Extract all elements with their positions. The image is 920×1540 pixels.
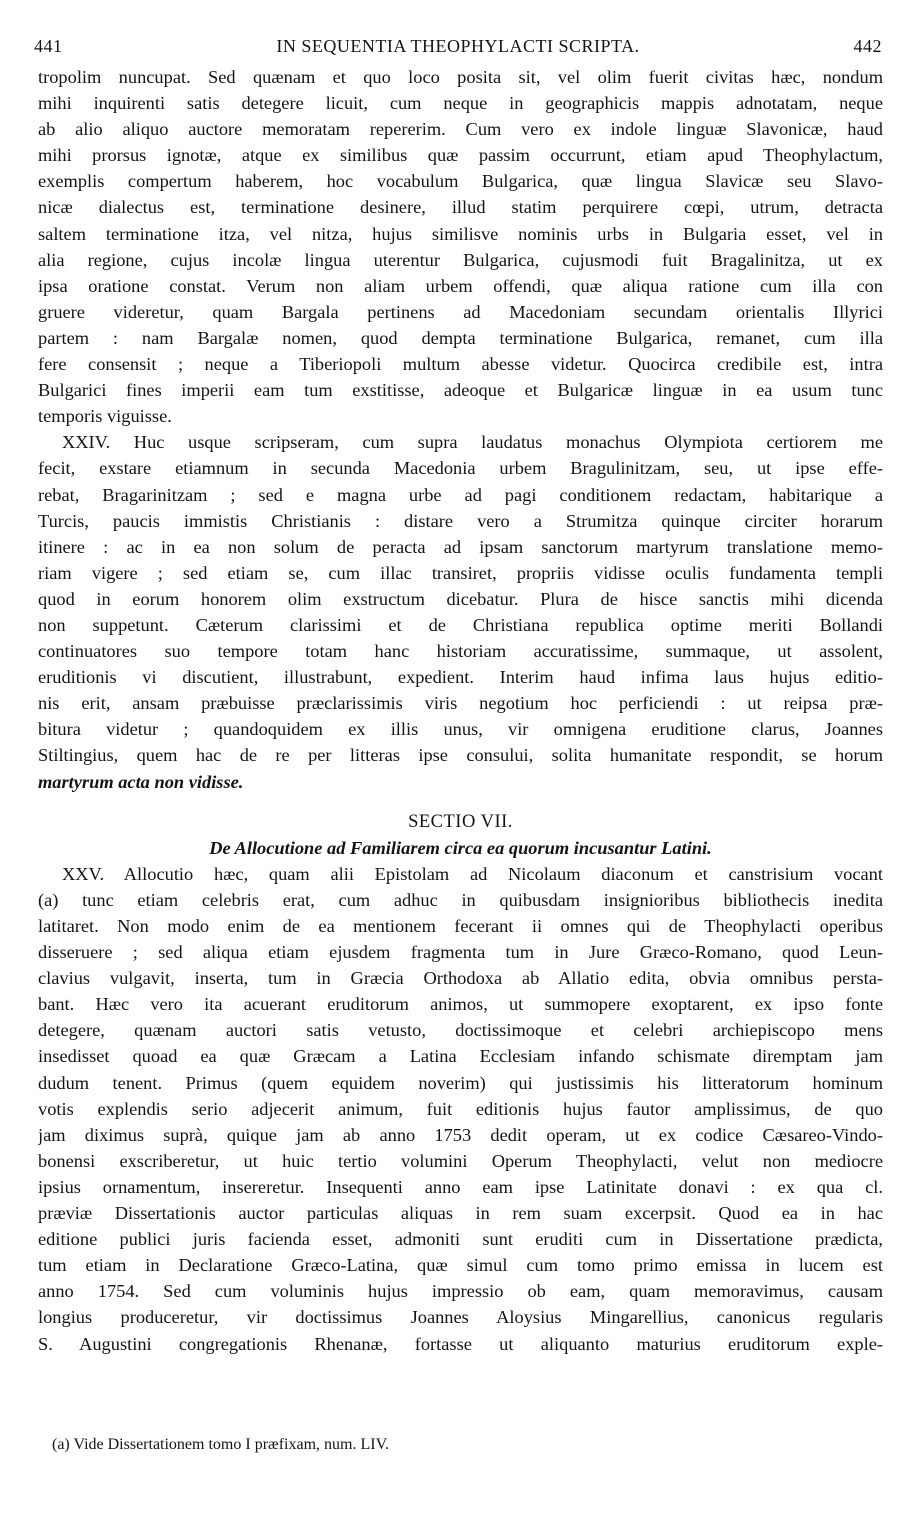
text-line: quod in eorum honorem olim exstructum dicebatur. Plura de hisce sanctis mihi dicenda [38,588,883,609]
text-line: præviæ Dissertationis auctor particulas aliquas in rem suam excerpsit. Quod ea in hac [38,1203,883,1224]
section-subtitle: De Allocutione ad Familiarem circa ea quorum incusantur Latini. [209,837,712,858]
text-line: ipsius ornamentum, insereretur. Insequenti anno eam ipse Latinitate donavi : ex qua cl. [38,1176,883,1197]
left-page-number: 441 [34,36,63,56]
text-line: insedisset quoad ea quæ Græcam a Latina Ecclesiam infando schismate diremptam jam [38,1046,883,1067]
text-line: saltem terminatione itza, vel nitza, hujus similisve nominis urbs in Bulgaria esset, vel in [38,223,883,244]
text-line: exemplis compertum haberem, hoc vocabulum Bulgarica, quæ lingua Slavicæ seu Slavo- [38,171,883,192]
paragraph-xxiv-start: XXIV. Huc usque scripseram, cum supra laudatus monachus Olympiota certiorem me [62,432,883,453]
running-header [34,36,882,62]
text-line: ab alio aliquo auctore memoratam repererim. Cum vero ex indole linguæ Slavonicæ, haud [38,119,883,140]
text-line: martyrum acta non vidisse. [38,771,244,792]
text-line: bant. Hæc vero ita acuerant eruditorum animos, ut summopere exoptarent, ex ipso fonte [38,994,883,1015]
text-line: non suppetunt. Cæterum clarissimi et de Christiana republica optime meriti Bollandi [38,614,883,635]
paragraph-xxv-start: XXV. Allocutio hæc, quam alii Epistolam ad Nicolaum diaconum et canstrisium vocant [62,863,883,884]
text-line: gruere videretur, quam Bargala pertinens ad Macedoniam secundam orientalis Illyrici [38,301,883,322]
text-line: mihi inquirenti satis detegere licuit, cum neque in geographicis mappis adnotatam, neque [38,93,883,114]
running-title: IN SEQUENTIA THEOPHYLACTI SCRIPTA. [276,36,640,56]
text-line: nis erit, ansam præbuisse præclarissimis viris negotium hoc perficiendi : ut reipsa præ- [38,693,883,714]
text-line: detegere, quænam auctori satis vetusto, doctissimoque et celebri archiepiscopo mens [38,1020,883,1041]
text-line: continuatores suo tempore totam hanc historiam accuratissime, summaque, ut assolent, [38,641,883,662]
text-line: Bulgarici fines imperii eam tum exstitisse, adeoque et Bulgaricæ linguæ in ea usum tunc [38,380,883,401]
text-line: tum etiam in Declaratione Græco-Latina, quæ simul cum tomo primo emissa in lucem est [38,1255,883,1276]
footnote: (a) Vide Dissertationem tomo I præfixam, num. LIV. [52,1436,390,1453]
text-line: temporis viguisse. [38,406,172,427]
text-line: Turcis, paucis immistis Christianis : distare vero a Strumitza quinque circiter horarum [38,510,883,531]
text-line: mihi prorsus ignotæ, atque ex similibus quæ passim occurrunt, etiam apud Theophylactum, [38,145,883,166]
text-line: fere consensit ; neque a Tiberiopoli multum abesse videtur. Quocirca credibile est, intra [38,354,883,375]
text-line: latitaret. Non modo enim de ea mentionem fecerant ii omnes qui de Theophylacti operibus [38,916,883,936]
text-line: eruditionis vi discutient, illustrabunt, expedient. Interim haud infima laus hujus editio- [38,667,883,688]
text-line: anno 1754. Sed cum voluminis hujus impressio ob eam, quam memoravimus, causam [38,1281,883,1302]
text-line: riam vigere ; sed etiam se, cum illac transiret, propriis vidisse oculis fundamenta templi [38,562,883,583]
text-line: editione publici juris facienda esset, admoniti sunt eruditi cum in Dissertatione prædicta, [38,1229,883,1250]
text-line: partem : nam Bargalæ nomen, quod dempta terminatione Bulgarica, remanet, cum illa [38,327,883,348]
text-line: ipsa oratione constat. Verum non aliam urbem offendi, quæ aliqua ratione cum illa con [38,275,883,296]
text-line: fecit, exstare etiamnum in secunda Macedonia urbem Bragulinitzam, seu, ut ipse effe- [38,458,883,479]
text-line: clavius vulgavit, inserta, tum in Græcia Orthodoxa ab Allatio edita, obvia omnibus persta- [38,968,883,989]
text-line: bonensi exscriberetur, ut huic tertio volumini Operum Theophylacti, velut non mediocre [38,1150,883,1171]
text-line: (a) tunc etiam celebris erat, cum adhuc in quibusdam insignioribus bibliothecis inedita [38,889,883,910]
text-line: itinere : ac in ea non solum de peracta ad ipsam sanctorum martyrum translatione memo- [38,536,883,557]
text-line: nicæ dialectus est, terminatione desinere, illud statim perquirere cœpi, utrum, detracta [38,197,883,218]
right-page-number: 442 [853,36,882,56]
text-line: bitura videtur ; quandoquidem ex illis unus, vir omnigena eruditione clarus, Joannes [38,719,883,740]
text-line: S. Augustini congregationis Rhenanæ, fortasse ut aliquanto maturius eruditorum exple- [38,1333,883,1354]
body-text [38,64,883,1357]
text-line: tropolim nuncupat. Sed quænam et quo loco posita sit, vel olim fuerit civitas hæc, nondum [38,67,883,87]
text-line: rebat, Bragarinitzam ; sed e magna urbe ad pagi conditionem redactam, habitarique a [38,484,883,505]
text-line: longius produceretur, vir doctissimus Joannes Aloysius Mingarellius, canonicus regularis [38,1307,883,1328]
text-line: Stiltingius, quem hac de re per litteras ipse consului, solita humanitate respondit, se horum [38,745,883,766]
text-line: alia regione, cujus incolæ lingua uterentur Bulgarica, cujusmodi fuit Bragalinitza, ut ex [38,249,883,270]
text-line: disseruere ; sed aliqua etiam ejusdem fragmenta tum in Jure Græco-Romano, quod Leun- [38,942,883,963]
text-line: dudum tenent. Primus (quem equidem noverim) qui justissimis his litteratorum hominum [38,1072,883,1093]
section-title: SECTIO VII. [408,811,513,832]
text-line: votis explendis serio adjecerit animum, fuit editionis hujus fautor amplissimus, de quo [38,1098,883,1119]
text-line: jam diximus suprà, quique jam ab anno 1753 dedit operam, ut ex codice Cæsareo-Vindo- [38,1124,883,1145]
